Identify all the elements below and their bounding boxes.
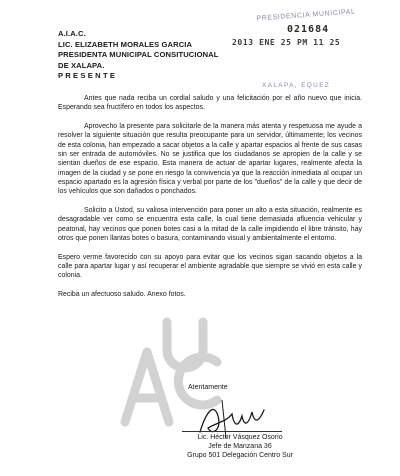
signature-line: [182, 431, 282, 432]
paragraph-greeting: Antes que nada reciba un cordial saludo y una felicitación por el año nuevo que inicia. Esperando sea fructífero en todos los aspectos.: [58, 95, 362, 112]
paragraph-intervention: Solicito a Ustod, su valiosa intervención para poner un alto a esta situación, realmente es desagradable ver como se encuentra esta calle, la cual tiene demasiada afluencia vehicular y peatonal, hay vecinos que ponen botes casi a la mitad de la calle impidiendo el libre tránsito, hay otros que ponen llantas botes o basura, contaminando visual y ambientalmente el entorno.: [58, 207, 362, 243]
letter-body: [58, 94, 362, 309]
addressee-block: [58, 29, 258, 82]
signer-group: Grupo 501 Delegación Centro Sur: [187, 452, 293, 459]
closing-label: Atentamente: [188, 384, 228, 391]
paragraph-closing: Reciba un afectuoso saludo. Anexo fotos.: [58, 291, 186, 299]
addressee-presente: P R E S E N T E: [58, 71, 116, 81]
addressee-title: PRESIDENTA MUNICIPAL CONSITUCIONAL: [58, 50, 219, 60]
signer-role: Jefe de Manzana 36: [208, 443, 272, 450]
addressee-line: A.I.A.C.: [58, 29, 86, 38]
paragraph-request: Aprovecho la presente para solicitarle de la manera más atenta y respetuosa me ayude a resolver la siguiente situación que resulta preocupante para un servidor, últimamente; los vecinos de esta colonia, han empezado a sacar objetos a la calle y apartar espacios al frente de sus casas sin ser entrada de automóviles. No se justifica que los ciudadanos se apropien de la calle y se sientan dueños de ese espacio. Esta manera de actuar de apartar lugares, realmente afecta la imagen de la ciudad y se pone en riesgo la convivencia ya que la reacción inmediata al ocupar un espacio apartado es la agresión física y verbal por parte de los "dueños" de la calle y que decir de los vehículos que son dañados o ponchados.: [58, 122, 362, 196]
paragraph-hope: Espero verme favorecido con su apoyo para evitar que los vecinos sigan sacando objetos a la calle para apartar lugar y así recuperar el ambiente agradable que siempre se vivió en esta calle y colonia.: [58, 253, 362, 280]
signer-name: Lic. Héctor Vásquez Osorio: [197, 434, 283, 441]
stamp-number: 021684: [287, 24, 330, 35]
stamp-title: PRESIDENCIA MUNICIPAL: [256, 8, 356, 23]
stamp-date: 2013 ENE 25 PM 11 25: [232, 38, 341, 47]
addressee-name: LIC. ELIZABETH MORALES GARCIA: [58, 39, 193, 49]
addressee-city: DE XALAPA.: [58, 60, 105, 70]
stamp-city: XALAPA, EQUEZ: [262, 82, 331, 89]
